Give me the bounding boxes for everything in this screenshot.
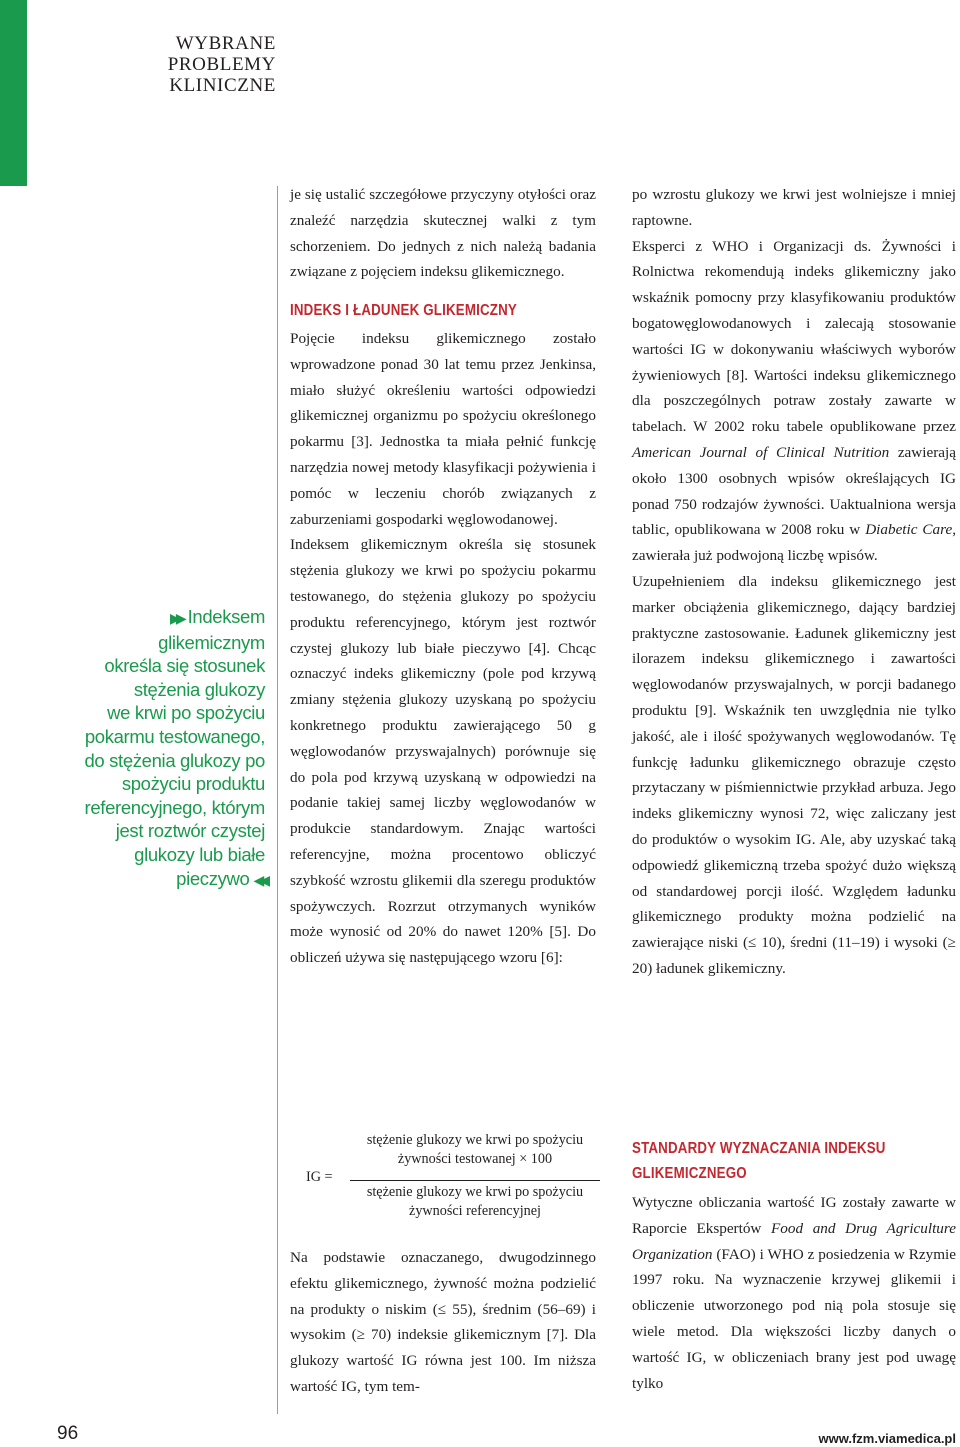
section-title xyxy=(168,33,276,96)
intro-paragraph: je się ustalić szczegółowe przyczyny otyłości oraz znaleźć narzędzia skutecznej walki z tym schorzeniem. Do jednych z nich należą badania związane z pojęciem indeksu glikemicznego. xyxy=(290,186,596,281)
quote-start-arrows-icon: ▶▶ xyxy=(170,610,182,626)
pull-quote-line: glukozy lub białe xyxy=(134,843,265,865)
pull-quote-line: do stężenia glukozy po xyxy=(84,749,265,771)
pull-quote-line: określa się stosunek xyxy=(104,655,265,677)
pull-quote-line: Indeksem xyxy=(187,606,265,627)
paragraph: po wzrostu glukozy we krwi jest wolniejsze i mniej raptowne. xyxy=(632,186,956,229)
section-color-bar xyxy=(0,0,27,186)
paragraph xyxy=(632,1190,956,1396)
pull-quote xyxy=(40,605,265,892)
pull-quote-line: we krwi po spożyciu xyxy=(107,702,265,724)
organization-name: Food and Drug Agriculture Organization xyxy=(632,1219,956,1263)
formula-lhs: IG = xyxy=(306,1169,333,1185)
column-right xyxy=(632,182,956,982)
journal-title: Diabetic Care xyxy=(865,521,953,539)
paragraph: Na podstawie oznaczanego, dwugodzinnego efektu glikemicznego, żywność można podzielić na produkty o niskim (≤ 55), średnim (56–69) i wysokim (≥ 70) indeksie glikemicznym [7]. Dla glukozy wartość IG równa jest 100. Im niższa wartość IG, tym tem- xyxy=(290,1249,596,1395)
section-heading xyxy=(632,1136,886,1186)
pull-quote-line: referencyjnego, którym xyxy=(84,796,265,818)
formula-denominator-line: żywności referencyjnej xyxy=(409,1203,541,1219)
section-heading-line: STANDARDY WYZNACZANIA INDEKSU xyxy=(632,1140,886,1157)
pull-quote-line: spożyciu produktu xyxy=(121,773,265,795)
paragraph: Uzupełnieniem dla indeksu glikemicznego jest marker obciążenia glikemicznego, dający bardziej praktyczne zastosowanie. Ładunek glikemiczny jest ilorazem indeksu glikemicznego i zawartości węglowodanów przyswajalnych, w porcji badanego produktu [9]. Wskaźnik ten uwzględnia nie tylko jakość, ale i ilość spożywanych węglowodanów. Tę funkcję ładunku glikemicznego obrazuje często przytaczany w piśmiennictwie przykład arbuza. Jego indeks glikemiczny wynosi 72, więc zaliczany jest do produktów o wysokim IG. Ale, aby uzyskać taką odpowiedź glikemiczną trzeba spożyć dużo większą od standardowej porcji ilość. Względem ładunku glikemicznego produkty można podzielić na zawierające niski (≤ 10), średni (11–19) i wysoki (≥ 20) ładunek glikemiczny. xyxy=(632,572,956,977)
formula-numerator-line: żywności testowanej × 100 xyxy=(397,1151,553,1167)
paragraph: Indeksem glikemicznym określa się stosunek stężenia glukozy we krwi po spożyciu pokarmu testowanego, do stężenia glukozy po spożyciu produktu referencyjnego, którym jest roztwór czystej glukozy lub białe pieczywo [4]. Chcąc oznaczyć indeks glikemiczny (pole pod krzywą zmiany stężenia glukozy uzyskaną po spożyciu konkretnego produktu zawierającego 50 g węglowodanów przyswajalnych) porównuje się do pola pod krzywą uzyskaną w odpowiedzi na podanie takiej samej liczby węglowodanów w produkcie standardowym. Znając wartości referencyjne, można procentowo obliczyć szybkość wzrostu glikemii dla szeregu produktów spożywczych. Rozrzut otrzymanych wyników może wynosić od 20% do nawet 120% [5]. Do obliczeń używa się następującego wzoru [6]: xyxy=(290,536,596,967)
quote-end-arrows-icon: ◀◀ xyxy=(253,871,265,888)
pull-quote-line: pieczywo xyxy=(176,867,250,889)
section-title-line: KLINICZNE xyxy=(169,75,276,96)
pull-quote-line: glikemicznym xyxy=(158,631,265,653)
fraction-bar xyxy=(350,1180,600,1181)
formula-denominator-line: stężenie glukozy we krwi po spożyciu xyxy=(366,1184,584,1200)
section-heading-line: GLIKEMICZNEGO xyxy=(632,1165,747,1182)
paragraph-text: , zawierała już podwojoną liczbę wpisów. xyxy=(632,521,956,565)
paragraph: Pojęcie indeksu glikemicznego zostało wprowadzone ponad 30 lat temu przez Jenkinsa, miało służyć określeniu wartości odpowiedzi glikemicznej organizmu po spożyciu określonego pokarmu [3]. Jednostka ta miała pełnić funkcję narzędzia nowej metody klasyfikacji pożywienia i pomóc w leczeniu chorób związanych z zaburzeniami gospodarki węglowodanowej. xyxy=(290,329,596,528)
paragraph-text: zawierają około 1300 osobnych wpisów określających IG ponad 750 rodzajów żywności. Uaktualniona wersja tablic, opublikowana w 2008 roku w xyxy=(632,443,956,539)
website-link[interactable]: www.fzm.viamedica.pl xyxy=(818,1431,956,1446)
paragraph-text: Eksperci z WHO i Organizacji ds. Żywności i Rolnictwa rekomendują indeks glikemiczny jako wskaźnik pomocny przy klasyfikowaniu produktów bogatowęglowodanowych i zalecają stosowanie wartości IG w dokonywaniu właściwych wyborów żywieniowych [8]. Wartości indeksu glikemicznego dla poszczególnych potraw zostały zawarte w tabelach. W 2002 roku tabele opublikowane przez xyxy=(632,237,956,436)
paragraph-text: Wytyczne obliczania wartość IG zostały zawarte w Raporcie Ekspertów xyxy=(632,1194,956,1237)
paragraph-text: (FAO) i WHO z posiedzenia w Rzymie 1997 roku. Na wyznaczenie krzywej glikemii i obliczenie utworzonego pod nią pola stosuje się wiele metod. Dla większości liczby danych o wartość IG, w obliczeniach brany jest pod uwagę tylko xyxy=(632,1245,956,1392)
section-heading: INDEKS I ŁADUNEK GLIKEMICZNY xyxy=(290,302,517,320)
paragraph xyxy=(632,234,956,569)
formula-numerator xyxy=(350,1131,600,1169)
column-divider xyxy=(277,186,278,1414)
formula-numerator-line: stężenie glukozy we krwi po spożyciu xyxy=(366,1132,584,1148)
section-title-line: PROBLEMY xyxy=(167,54,276,75)
ig-formula xyxy=(290,1131,610,1231)
pull-quote-line: stężenia glukozy xyxy=(133,678,265,700)
formula-denominator xyxy=(350,1183,600,1221)
journal-title: American Journal of Clinical Nutrition xyxy=(632,443,890,461)
section-title-line: WYBRANE xyxy=(175,33,276,54)
page-number: 96 xyxy=(57,1423,79,1444)
column-right-continued xyxy=(632,1190,956,1396)
column-left xyxy=(290,182,596,971)
pull-quote-line: jest roztwór czystej xyxy=(115,820,265,842)
pull-quote-line: pokarmu testowanego, xyxy=(84,725,265,747)
column-left-continued xyxy=(290,1245,596,1400)
